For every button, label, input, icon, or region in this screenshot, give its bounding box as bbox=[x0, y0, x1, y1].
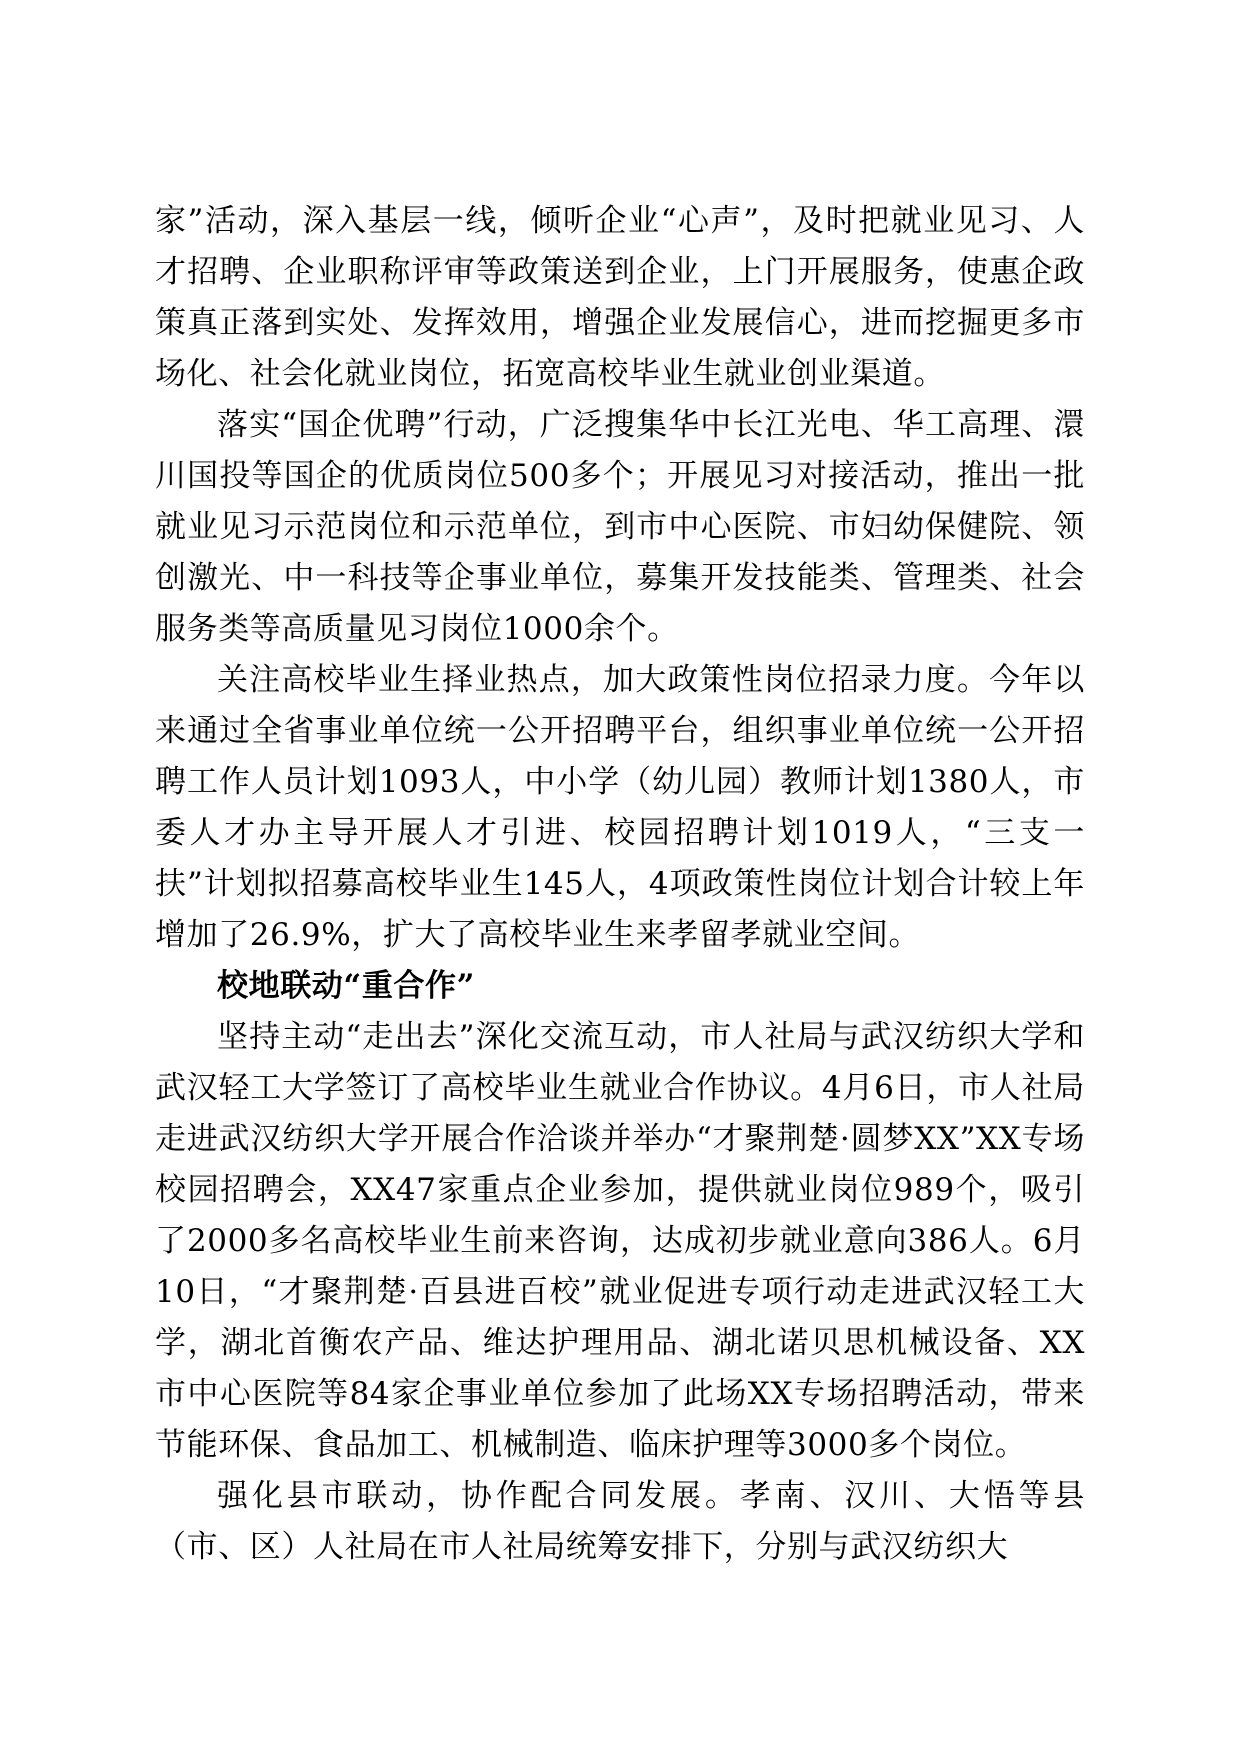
paragraph-continuation: 家”活动，深入基层一线，倾听企业“心声”，及时把就业见习、人才招聘、企业职称评审等政策送到企业，上门开展服务，使惠企政策真正落到实处、发挥效用，增强企业发展信心，进而挖掘更多市场化、社会化就业岗位，拓宽高校毕业生就业创业渠道。 bbox=[155, 203, 1085, 392]
document-body bbox=[155, 196, 1085, 1573]
paragraph-state-enterprise-recruitment: 落实“国企优聘”行动，广泛搜集华中长江光电、华工高理、澴川国投等国企的优质岗位500多个；开展见习对接活动，推出一批就业见习示范岗位和示范单位，到市中心医院、市妇幼保健院、领创激光、中一科技等企事业单位，募集开发技能类、管理类、社会服务类等高质量见习岗位1000余个。 bbox=[155, 407, 1085, 647]
paragraph-policy-posts: 关注高校毕业生择业热点，加大政策性岗位招录力度。今年以来通过全省事业单位统一公开招聘平台，组织事业单位统一公开招聘工作人员计划1093人，中小学（幼儿园）教师计划1380人，市委人才办主导开展人才引进、校园招聘计划1019人，“三支一扶”计划拟招募高校毕业生145人，4项政策性岗位计划合计较上年增加了26.9%，扩大了高校毕业生来孝留孝就业空间。 bbox=[155, 662, 1085, 953]
paragraph-county-linkage: 强化县市联动，协作配合同发展。孝南、汉川、大悟等县（市、区）人社局在市人社局统筹安排下，分别与武汉纺织大 bbox=[155, 1478, 1085, 1565]
section-heading: 校地联动“重合作” bbox=[217, 968, 476, 1004]
paragraph-campus-cooperation: 坚持主动“走出去”深化交流互动，市人社局与武汉纺织大学和武汉轻工大学签订了高校毕业生就业合作协议。4月6日，市人社局走进武汉纺织大学开展合作洽谈并举办“才聚荆楚·圆梦XX”XX专场校园招聘会，XX47家重点企业参加，提供就业岗位989个，吸引了2000多名高校毕业生前来咨询，达成初步就业意向386人。6月10日，“才聚荆楚·百县进百校”就业促进专项行动走进武汉轻工大学，湖北首衡农产品、维达护理用品、湖北诺贝思机械设备、XX市中心医院等84家企事业单位参加了此场XX专场招聘活动，带来节能环保、食品加工、机械制造、临床护理等3000多个岗位。 bbox=[155, 1019, 1085, 1463]
